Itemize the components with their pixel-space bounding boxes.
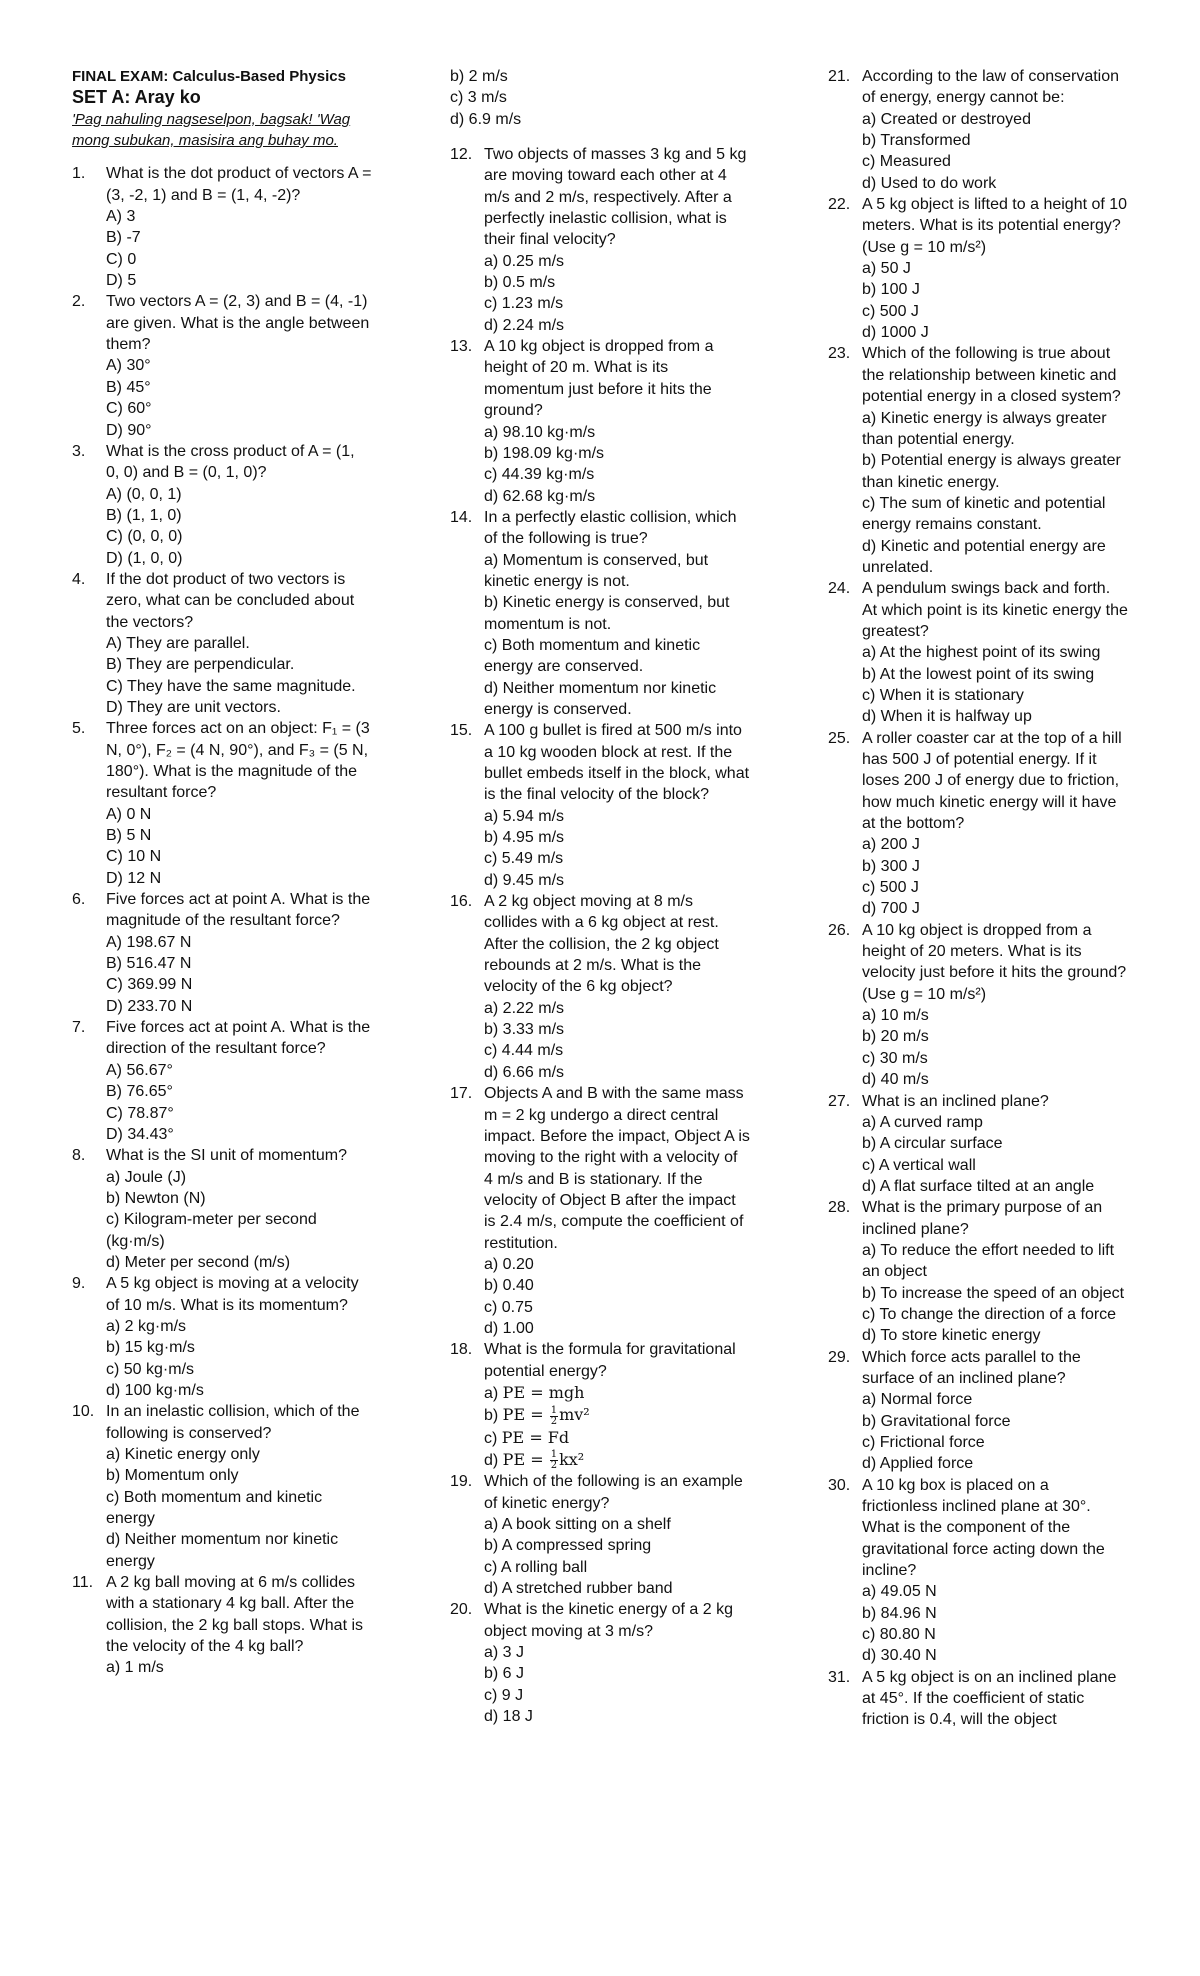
- exam-tagline: 'Pag nahuling nagseselpon, bagsak! 'Wag mong subukan, masisira ang buhay mo.: [72, 110, 351, 150]
- answer-option: d) 100 kg·m/s: [106, 1381, 204, 1399]
- question-number: 31.: [828, 1668, 851, 1686]
- answer-option: c) Both momentum and kinetic energy: [106, 1488, 323, 1528]
- fraction-half: $\frac{1}{2}$: [550, 1449, 558, 1472]
- answer-option: d) 700 J: [862, 900, 920, 918]
- question-text: What is the formula for gravitational potential energy?: [484, 1341, 736, 1380]
- formula-option-a: a) PE = mgh: [484, 1382, 585, 1402]
- question-item: [72, 1273, 372, 1401]
- question-item: [828, 66, 1128, 194]
- answer-option: a) 49.05 N: [862, 1583, 937, 1601]
- question-item: [828, 1667, 1128, 1731]
- answer-option: b) A compressed spring: [484, 1537, 652, 1555]
- question-item: [828, 1347, 1128, 1475]
- question-item: [72, 1145, 372, 1273]
- question-item: [828, 194, 1128, 343]
- question-text: A pendulum swings back and forth. At which point is its kinetic energy the greatest?: [862, 580, 1128, 640]
- question-item: [450, 1083, 750, 1339]
- question-number: 12.: [450, 146, 473, 164]
- question-text: What is the kinetic energy of a 2 kg object moving at 3 m/s?: [484, 1601, 734, 1640]
- answer-option: B) 76.65°: [106, 1083, 173, 1101]
- answer-option: c) 9 J: [484, 1686, 524, 1704]
- answer-option: C) 0: [106, 250, 137, 268]
- question-item: [450, 891, 750, 1083]
- question-text: A 10 kg object is dropped from a height of 20 m. What is its momentum just before it hits the ground?: [484, 338, 714, 420]
- question-number: 20.: [450, 1601, 473, 1619]
- answer-option: d) Meter per second (m/s): [106, 1253, 291, 1271]
- question-number: 15.: [450, 722, 473, 740]
- answer-option: B) (1, 1, 0): [106, 506, 182, 524]
- question-item: [72, 1401, 372, 1572]
- question-text: In a perfectly elastic collision, which of the following is true?: [484, 508, 737, 548]
- answer-option: a) 0.25 m/s: [484, 252, 565, 270]
- answer-option: c) 500 J: [862, 879, 919, 897]
- question-number: 11.: [72, 1574, 94, 1592]
- answer-option: b) 15 kg·m/s: [106, 1339, 195, 1357]
- question-item: [450, 144, 750, 336]
- question-item: [72, 569, 372, 718]
- answer-option: d) A stretched rubber band: [484, 1580, 673, 1598]
- answer-option: a) 3 J: [484, 1644, 525, 1662]
- question-number: 22.: [828, 196, 851, 214]
- answer-option: b) 300 J: [862, 857, 920, 875]
- question-item: [72, 163, 372, 291]
- column-3: [828, 66, 1128, 1731]
- question-list-col1: [72, 163, 372, 1678]
- question-text: A roller coaster car at the top of a hill has 500 J of potential energy. If it loses 200 J of energy due to friction, how much kinetic energy will it have at the bottom?: [862, 729, 1122, 833]
- answer-option: D) 5: [106, 272, 137, 290]
- answer-option: a) Momentum is conserved, but kinetic energy is not.: [484, 551, 709, 590]
- answer-option: a) At the highest point of its swing: [862, 644, 1101, 662]
- answer-option: b) Momentum only: [106, 1467, 239, 1485]
- question-item: [450, 1339, 750, 1471]
- question-number: 19.: [450, 1473, 473, 1491]
- question-text: What is the primary purpose of an inclined plane?: [862, 1199, 1103, 1238]
- answer-option: c) Measured: [862, 153, 951, 171]
- answer-option: c) When it is stationary: [862, 686, 1024, 704]
- answer-option: a) 10 m/s: [862, 1007, 929, 1025]
- answer-option: d) A flat surface tilted at an angle: [862, 1177, 1095, 1195]
- question-text: A 5 kg object is lifted to a height of 10 meters. What is its potential energy? (Use g = 10 m/s²): [862, 196, 1128, 256]
- question-text: Three forces act on an object: F₁ = (3 N, 0°), F₂ = (4 N, 90°), and F₃ = (5 N, 180°). What is the magnitude of the resultant force?: [106, 720, 370, 802]
- question-item: [450, 720, 750, 891]
- question-item: [72, 889, 372, 1017]
- answer-option: A) (0, 0, 1): [106, 485, 182, 503]
- answer-option: B) 516.47 N: [106, 955, 192, 973]
- answer-option: C) 369.99 N: [106, 976, 193, 994]
- answer-option: b) 0.5 m/s: [484, 274, 556, 292]
- answer-option: A) 3: [106, 208, 136, 226]
- question-text: What is the dot product of vectors A = (3, -2, 1) and B = (1, 4, -2)?: [106, 165, 372, 204]
- question-number: 25.: [828, 729, 851, 747]
- answer-option: D) (1, 0, 0): [106, 549, 183, 567]
- answer-option: c) 50 kg·m/s: [106, 1360, 195, 1378]
- question-text: What is the cross product of A = (1, 0, 0) and B = (0, 1, 0)?: [106, 442, 355, 482]
- question-number: 29.: [828, 1348, 851, 1366]
- question-number: 18.: [450, 1341, 473, 1359]
- question-text: A 5 kg object is on an inclined plane at 45°. If the coefficient of static friction is 0.4, will the object: [862, 1668, 1117, 1729]
- answer-option: a) 5.94 m/s: [484, 807, 565, 825]
- answer-option: a) Joule (J): [106, 1168, 187, 1186]
- answer-option: b) 3.33 m/s: [484, 1021, 565, 1039]
- question-number: 9.: [72, 1275, 86, 1293]
- answer-option: B) 45°: [106, 378, 151, 396]
- question-item: [828, 728, 1128, 920]
- answer-option: A) 56.67°: [106, 1061, 173, 1079]
- question-item: [72, 291, 372, 440]
- answer-option: b) 0.40: [484, 1277, 534, 1295]
- question-number: 14.: [450, 508, 473, 526]
- question-number: 2.: [72, 293, 86, 311]
- question-item: [72, 718, 372, 889]
- question-item: [450, 1471, 750, 1599]
- answer-option: a) To reduce the effort needed to lift an object: [862, 1241, 1115, 1281]
- answer-option: c) 44.39 kg·m/s: [484, 466, 595, 484]
- answer-option: c) Kilogram-meter per second (kg·m/s): [106, 1211, 317, 1250]
- answer-option: A) They are parallel.: [106, 634, 250, 652]
- answer-option: c) To change the direction of a force: [862, 1305, 1117, 1323]
- question-text: Two vectors A = (2, 3) and B = (4, -1) are given. What is the angle between them?: [106, 293, 370, 354]
- question-number: 1.: [72, 165, 86, 183]
- answer-option: b) 20 m/s: [862, 1028, 929, 1046]
- question-number: 21.: [828, 68, 851, 85]
- answer-option: a) 98.10 kg·m/s: [484, 423, 596, 441]
- exam-title: FINAL EXAM: Calculus-Based Physics: [72, 68, 346, 85]
- answer-option: c) 30 m/s: [862, 1049, 928, 1067]
- question-text: Two objects of masses 3 kg and 5 kg are moving toward each other at 4 m/s and 2 m/s, respectively. After a perfectly inelastic collision, what is their final velocity?: [484, 146, 747, 249]
- answer-option: a) A book sitting on a shelf: [484, 1516, 671, 1534]
- question-text: Which of the following is true about the relationship between kinetic and potential energy in a closed system?: [862, 345, 1121, 406]
- answer-option: d) Applied force: [862, 1455, 974, 1473]
- exam-set: SET A: Aray ko: [72, 87, 201, 108]
- answer-option: a) 1 m/s: [106, 1659, 164, 1677]
- question-item: [450, 507, 750, 720]
- question-number: 28.: [828, 1199, 851, 1217]
- question-number: 26.: [828, 921, 851, 939]
- question-text: In an inelastic collision, which of the following is conserved?: [106, 1403, 360, 1442]
- answer-option: b) 2 m/s: [450, 68, 508, 85]
- answer-option: a) 50 J: [862, 260, 911, 278]
- answer-option: b) 84.96 N: [862, 1604, 937, 1622]
- question-item: [72, 1572, 372, 1679]
- answer-option: b) Gravitational force: [862, 1412, 1011, 1430]
- question-number: 8.: [72, 1147, 86, 1165]
- column-2: [450, 66, 750, 1727]
- question-number: 3.: [72, 442, 86, 460]
- answer-option: c) The sum of kinetic and potential energy remains constant.: [862, 494, 1106, 534]
- question-list-col2: [450, 144, 750, 1727]
- answer-option: a) 0.20: [484, 1255, 534, 1273]
- answer-option: a) Kinetic energy only: [106, 1446, 260, 1463]
- question-text: Five forces act at point A. What is the direction of the resultant force?: [106, 1019, 371, 1058]
- question-number: 30.: [828, 1476, 851, 1494]
- question-text: Five forces act at point A. What is the magnitude of the resultant force?: [106, 891, 371, 930]
- answer-option: b) A circular surface: [862, 1135, 1003, 1153]
- answer-option: A) 30°: [106, 357, 151, 375]
- question-text: Which force acts parallel to the surface of an inclined plane?: [862, 1348, 1081, 1387]
- answer-option: c) 1.23 m/s: [484, 295, 564, 313]
- answer-option: c) 0.75: [484, 1298, 533, 1316]
- question-number: 17.: [450, 1085, 473, 1103]
- answer-option: a) Normal force: [862, 1391, 973, 1409]
- answer-option: c) 3 m/s: [450, 89, 507, 107]
- answer-option: b) Newton (N): [106, 1189, 206, 1207]
- question-number: 16.: [450, 893, 473, 911]
- question-text: What is the SI unit of momentum?: [106, 1147, 347, 1165]
- answer-option: C) 78.87°: [106, 1104, 174, 1122]
- answer-option: C) 60°: [106, 400, 152, 418]
- answer-option: c) 5.49 m/s: [484, 850, 564, 868]
- exam-header: [72, 66, 372, 151]
- answer-option: a) 2 kg·m/s: [106, 1317, 187, 1335]
- answer-option: B) They are perpendicular.: [106, 656, 295, 674]
- answer-option: b) 4.95 m/s: [484, 829, 565, 847]
- answer-option: a) Kinetic energy is always greater than potential energy.: [862, 409, 1107, 448]
- question-list-col3: [828, 66, 1128, 1731]
- fraction-half: $\frac{1}{2}$: [550, 1404, 558, 1427]
- question-item: [450, 1599, 750, 1727]
- answer-option: A) 198.67 N: [106, 933, 192, 951]
- question-number: 7.: [72, 1019, 86, 1037]
- question-number: 10.: [72, 1403, 95, 1421]
- answer-option: b) 6 J: [484, 1665, 525, 1683]
- answer-option: d) 2.24 m/s: [484, 316, 565, 334]
- answer-option: D) 233.70 N: [106, 997, 193, 1015]
- question-number: 27.: [828, 1092, 851, 1110]
- answer-option: d) 9.45 m/s: [484, 871, 565, 889]
- answer-option: b) At the lowest point of its swing: [862, 665, 1095, 683]
- question-number: 4.: [72, 570, 86, 588]
- question-number: 6.: [72, 891, 86, 909]
- question-item: [72, 1017, 372, 1145]
- question-number: 24.: [828, 580, 851, 598]
- answer-option: c) A rolling ball: [484, 1558, 588, 1576]
- answer-option: c) A vertical wall: [862, 1156, 976, 1174]
- question-text: If the dot product of two vectors is zero, what can be concluded about the vectors?: [106, 570, 355, 631]
- answer-option: d) 40 m/s: [862, 1071, 929, 1089]
- question-text: A 10 kg object is dropped from a height of 20 meters. What is its velocity just before it hits the ground? (Use g = 10 m/s²): [862, 921, 1127, 1003]
- answer-option: D) They are unit vectors.: [106, 698, 281, 716]
- answer-option: a) A curved ramp: [862, 1113, 983, 1131]
- answer-option: A) 0 N: [106, 805, 152, 823]
- question-text: A 100 g bullet is fired at 500 m/s into a 10 kg wooden block at rest. If the bullet embeds itself in the block, what is the final velocity of the block?: [484, 722, 750, 804]
- question-text: According to the law of conservation of energy, energy cannot be:: [862, 68, 1120, 107]
- answer-option: a) 2.22 m/s: [484, 999, 565, 1017]
- answer-option: D) 12 N: [106, 869, 162, 887]
- question-number: 23.: [828, 345, 851, 363]
- answer-option: d) 30.40 N: [862, 1647, 937, 1665]
- answer-option: d) Used to do work: [862, 174, 997, 192]
- formula-option-c: c) PE = Fd: [484, 1427, 570, 1447]
- question-item: [828, 1475, 1128, 1667]
- question-text: What is an inclined plane?: [862, 1092, 1049, 1110]
- answer-option: b) 198.09 kg·m/s: [484, 444, 605, 462]
- continued-options: [450, 66, 750, 130]
- question-item: [828, 1091, 1128, 1198]
- answer-option: a) 200 J: [862, 836, 920, 854]
- answer-option: a) Created or destroyed: [862, 110, 1031, 128]
- formula-option-d: d) PE = $\frac{1}{2}$ kx²: [484, 1449, 585, 1472]
- question-item: [450, 336, 750, 507]
- question-item: [72, 441, 372, 569]
- answer-option: d) Neither momentum nor kinetic energy: [106, 1531, 339, 1570]
- question-item: [828, 920, 1128, 1091]
- question-number: 13.: [450, 338, 473, 356]
- question-text: A 2 kg ball moving at 6 m/s collides with a stationary 4 kg ball. After the collision, the 2 kg ball stops. What is the velocity of the 4 kg ball?: [106, 1574, 364, 1656]
- answer-option: d) To store kinetic energy: [862, 1327, 1041, 1345]
- answer-option: d) 6.66 m/s: [484, 1063, 565, 1081]
- answer-option: D) 90°: [106, 421, 152, 439]
- answer-option: b) Transformed: [862, 132, 971, 150]
- answer-option: b) To increase the speed of an object: [862, 1284, 1125, 1302]
- column-1: [72, 66, 372, 1679]
- answer-option: C) (0, 0, 0): [106, 528, 183, 546]
- answer-option: C) 10 N: [106, 848, 162, 866]
- answer-option: b) Kinetic energy is conserved, but momentum is not.: [484, 594, 730, 633]
- question-item: [828, 578, 1128, 727]
- answer-option: b) 100 J: [862, 281, 920, 299]
- answer-option: B) 5 N: [106, 827, 152, 845]
- answer-option: d) 6.9 m/s: [450, 110, 522, 128]
- answer-option: d) 1000 J: [862, 324, 929, 342]
- question-text: Objects A and B with the same mass m = 2 kg undergo a direct central impact. Before the impact, Object A is moving to the right with a velocity of 4 m/s and B is stationary. If the velocity of Object B after the impact is 2.4 m/s, compute the coefficient of restitution.: [484, 1085, 750, 1252]
- question-text: Which of the following is an example of kinetic energy?: [484, 1473, 743, 1512]
- answer-option: c) 4.44 m/s: [484, 1042, 564, 1060]
- question-item: [828, 1197, 1128, 1346]
- answer-option: c) 80.80 N: [862, 1626, 936, 1644]
- question-item: [828, 343, 1128, 578]
- question-text: A 5 kg object is moving at a velocity of 10 m/s. What is its momentum?: [106, 1275, 359, 1314]
- answer-option: b) Potential energy is always greater than kinetic energy.: [862, 452, 1121, 491]
- formula-option-b: b) PE = $\frac{1}{2}$ mv²: [484, 1404, 590, 1427]
- answer-option: D) 34.43°: [106, 1125, 174, 1143]
- answer-option: c) Frictional force: [862, 1434, 985, 1451]
- answer-option: d) Kinetic and potential energy are unrelated.: [862, 537, 1106, 576]
- question-number: 5.: [72, 720, 86, 738]
- question-text: A 2 kg object moving at 8 m/s collides with a 6 kg object at rest. After the collision, the 2 kg object rebounds at 2 m/s. What is the velocity of the 6 kg object?: [484, 893, 719, 996]
- answer-option: c) Both momentum and kinetic energy are conserved.: [484, 636, 701, 676]
- answer-option: d) Neither momentum nor kinetic energy is conserved.: [484, 679, 717, 718]
- answer-option: d) 18 J: [484, 1708, 533, 1726]
- answer-option: B) -7: [106, 229, 141, 247]
- question-text: A 10 kg box is placed on a frictionless inclined plane at 30°. What is the component of the gravitational force acting down the incline?: [862, 1476, 1105, 1580]
- answer-option: d) 62.68 kg·m/s: [484, 487, 596, 505]
- answer-option: c) 500 J: [862, 302, 919, 320]
- answer-option: d) When it is halfway up: [862, 708, 1032, 726]
- answer-option: d) 1.00: [484, 1319, 534, 1337]
- answer-option: C) They have the same magnitude.: [106, 677, 356, 695]
